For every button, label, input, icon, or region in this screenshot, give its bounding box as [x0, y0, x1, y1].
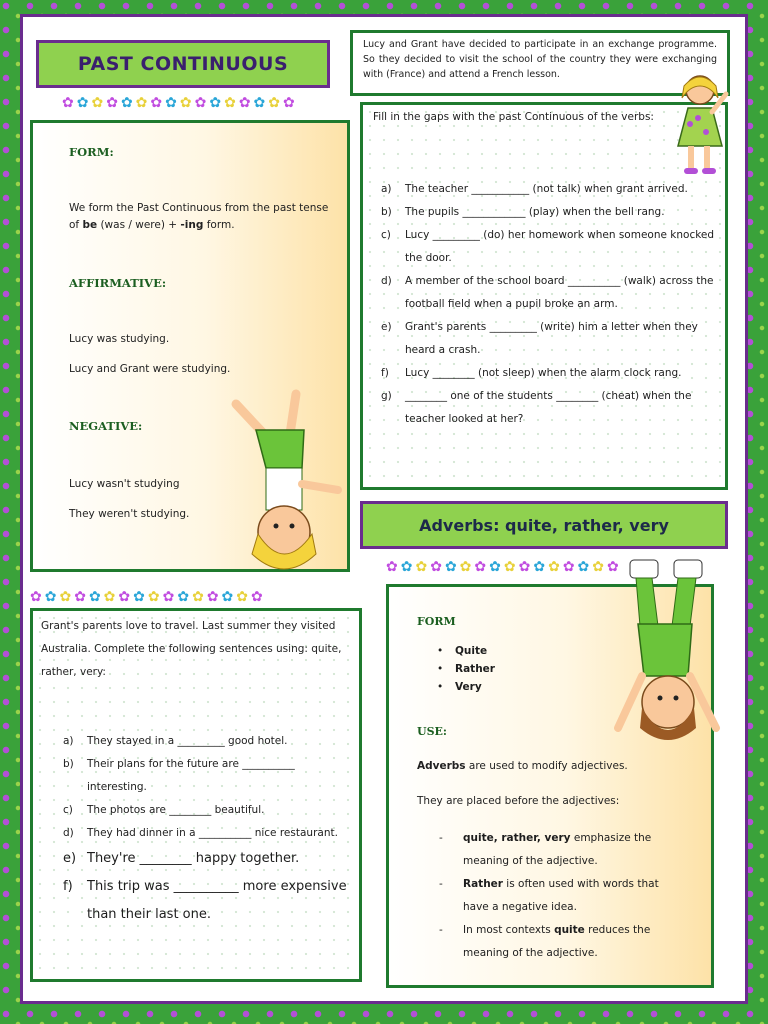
flower-icon: ✿ — [221, 589, 234, 605]
flower-icon: ✿ — [209, 95, 222, 111]
dash-icon: - — [439, 924, 443, 936]
item-marker: b) — [63, 758, 74, 770]
adverbs-use-text: Adverbs are used to modify adjectives. — [417, 760, 628, 772]
flower-icon: ✿ — [133, 589, 145, 605]
item-text: They're ________ happy together. — [87, 851, 300, 866]
item-marker: e) — [63, 851, 77, 866]
adverbs-form-label: FORM — [417, 615, 456, 628]
item-marker: c) — [381, 229, 391, 241]
adverb-word: Quite — [455, 645, 488, 657]
item-marker: a) — [381, 183, 392, 195]
item-text: Lucy _________ (do) her homework when someone knocked the door. — [405, 229, 715, 264]
item-marker: f) — [63, 879, 73, 894]
exercise-item — [63, 873, 353, 929]
flower-icon: ✿ — [400, 559, 413, 575]
flower-icon: ✿ — [30, 589, 42, 605]
flower-icon: ✿ — [386, 559, 398, 575]
adverb-form-item — [437, 660, 495, 678]
exercise-item — [63, 822, 353, 845]
flower-icon: ✿ — [120, 95, 133, 111]
bullet-icon: • — [437, 681, 444, 693]
note-text: quite, rather, very emphasize the meaning of the adjective. — [463, 832, 652, 867]
negative-label: NEGATIVE: — [69, 419, 143, 433]
flower-icon: ✿ — [503, 559, 516, 575]
adverb-word: Very — [455, 681, 482, 693]
adverb-form-item — [437, 642, 495, 660]
flower-icon: ✿ — [533, 559, 546, 575]
exercise-item — [63, 730, 353, 753]
item-marker: f) — [381, 367, 389, 379]
exercise-item — [381, 178, 719, 201]
flower-strip — [386, 556, 619, 578]
bullet-icon: • — [437, 663, 444, 675]
flower-icon: ✿ — [62, 95, 74, 111]
exercise-item — [381, 385, 719, 431]
flower-icon: ✿ — [103, 589, 116, 605]
flower-icon: ✿ — [192, 589, 204, 605]
flower-icon: ✿ — [430, 559, 442, 575]
item-text: They had dinner in a __________ nice restaurant. — [87, 827, 338, 839]
flower-icon: ✿ — [474, 559, 487, 575]
note-text: In most contexts quite reduces the meaning of the adjective. — [463, 924, 651, 959]
flower-icon: ✿ — [162, 589, 175, 605]
exercise-item — [381, 270, 719, 316]
flower-icon: ✿ — [177, 589, 190, 605]
flower-icon: ✿ — [91, 95, 104, 111]
item-marker: g) — [381, 390, 392, 402]
flower-icon: ✿ — [194, 95, 207, 111]
flower-icon: ✿ — [607, 559, 619, 575]
exercise2-list — [63, 730, 353, 929]
exercise-item — [63, 845, 353, 873]
item-text: This trip was __________ more expensive than their last one. — [87, 879, 347, 922]
flower-strip — [62, 92, 295, 114]
affirmative-example: Lucy and Grant were studying. — [69, 363, 231, 375]
flower-icon: ✿ — [238, 95, 251, 111]
exercise2-box — [30, 608, 362, 982]
exercise-item — [381, 316, 719, 362]
adverbs-use-label: USE: — [417, 725, 447, 738]
flower-icon: ✿ — [147, 589, 160, 605]
flower-icon: ✿ — [165, 95, 177, 111]
affirmative-label: AFFIRMATIVE: — [69, 276, 167, 290]
item-text: ________ one of the students ________ (cheat) when the teacher looked at her? — [405, 390, 692, 425]
flower-icon: ✿ — [415, 559, 428, 575]
flower-icon: ✿ — [577, 559, 590, 575]
item-text: Grant's parents _________ (write) him a letter when they heard a crash. — [405, 321, 698, 356]
dash-icon: - — [439, 832, 443, 844]
flower-icon: ✿ — [548, 559, 560, 575]
flower-icon: ✿ — [179, 95, 192, 111]
flower-icon: ✿ — [106, 95, 118, 111]
dash-icon: - — [439, 878, 443, 890]
flower-icon: ✿ — [518, 559, 531, 575]
adverb-note — [439, 827, 679, 873]
item-text: They stayed in a _________ good hotel. — [87, 735, 288, 747]
item-marker: a) — [63, 735, 74, 747]
flower-icon: ✿ — [118, 589, 131, 605]
page-title: PAST CONTINUOUS — [36, 40, 330, 88]
intro-text: Lucy and Grant have decided to participate in an exchange programme. So they decided to visit the school of the country they were exchanging with (France) and attend a French lesson. — [350, 30, 730, 96]
adverb-word: Rather — [455, 663, 495, 675]
flower-icon: ✿ — [76, 95, 89, 111]
item-text: The teacher ___________ (not talk) when grant arrived. — [405, 183, 688, 195]
adverbs-title: Adverbs: quite, rather, very — [360, 501, 728, 549]
item-marker: b) — [381, 206, 392, 218]
exercise-item — [381, 224, 719, 270]
flower-icon: ✿ — [44, 589, 57, 605]
flower-icon: ✿ — [150, 95, 163, 111]
flower-icon: ✿ — [88, 589, 101, 605]
flower-icon: ✿ — [236, 589, 249, 605]
flower-icon: ✿ — [253, 95, 266, 111]
item-text: The pupils ____________ (play) when the bell rang. — [405, 206, 665, 218]
exercise-item — [63, 753, 353, 799]
adverb-note — [439, 873, 679, 919]
flower-icon: ✿ — [283, 95, 295, 111]
flower-icon: ✿ — [74, 589, 86, 605]
affirmative-example: Lucy was studying. — [69, 333, 170, 345]
negative-example: They weren't studying. — [69, 508, 190, 520]
flower-icon: ✿ — [592, 559, 605, 575]
flower-icon: ✿ — [251, 589, 263, 605]
exercise-item — [381, 201, 719, 224]
flower-icon: ✿ — [224, 95, 236, 111]
item-text: Their plans for the future are __________ interesting. — [87, 758, 295, 793]
adverbs-form-list — [437, 642, 495, 696]
adverbs-notes-list — [439, 827, 679, 965]
flower-strip — [30, 586, 263, 608]
exercise1-list — [381, 178, 719, 431]
boy-handstand-illustration — [226, 384, 348, 572]
form-text: We form the Past Continuous from the past tense of be (was / were) + -ing form. — [69, 202, 329, 231]
flower-icon: ✿ — [59, 589, 72, 605]
item-marker: c) — [63, 804, 73, 816]
flower-icon: ✿ — [206, 589, 219, 605]
adverbs-placement-text: They are placed before the adjectives: — [417, 795, 620, 807]
item-text: A member of the school board __________ (walk) across the football field when a pupil broke an arm. — [405, 275, 714, 310]
item-text: The photos are ________ beautiful. — [87, 804, 265, 816]
exercise2-instruction: Grant's parents love to travel. Last summer they visited Australia. Complete the following sentences using: quite, rather, very: — [41, 620, 342, 678]
exercise-item — [381, 362, 719, 385]
item-marker: d) — [63, 827, 74, 839]
flower-icon: ✿ — [459, 559, 472, 575]
girl-handstand-illustration — [612, 556, 724, 746]
exercise1-instruction: Fill in the gaps with the past Continuous of the verbs: — [373, 111, 654, 123]
flower-icon: ✿ — [444, 559, 457, 575]
negative-example: Lucy wasn't studying — [69, 478, 180, 490]
flower-icon: ✿ — [135, 95, 148, 111]
flower-icon: ✿ — [562, 559, 575, 575]
item-marker: d) — [381, 275, 392, 287]
form-label: FORM: — [69, 145, 114, 159]
girl-illustration — [670, 72, 734, 180]
adverb-note — [439, 919, 679, 965]
bullet-icon: • — [437, 645, 444, 657]
exercise-item — [63, 799, 353, 822]
item-text: Lucy ________ (not sleep) when the alarm clock rang. — [405, 367, 682, 379]
flower-icon: ✿ — [268, 95, 281, 111]
flower-icon: ✿ — [489, 559, 501, 575]
item-marker: e) — [381, 321, 392, 333]
note-text: Rather is often used with words that have a negative idea. — [463, 878, 659, 913]
adverb-form-item — [437, 678, 495, 696]
